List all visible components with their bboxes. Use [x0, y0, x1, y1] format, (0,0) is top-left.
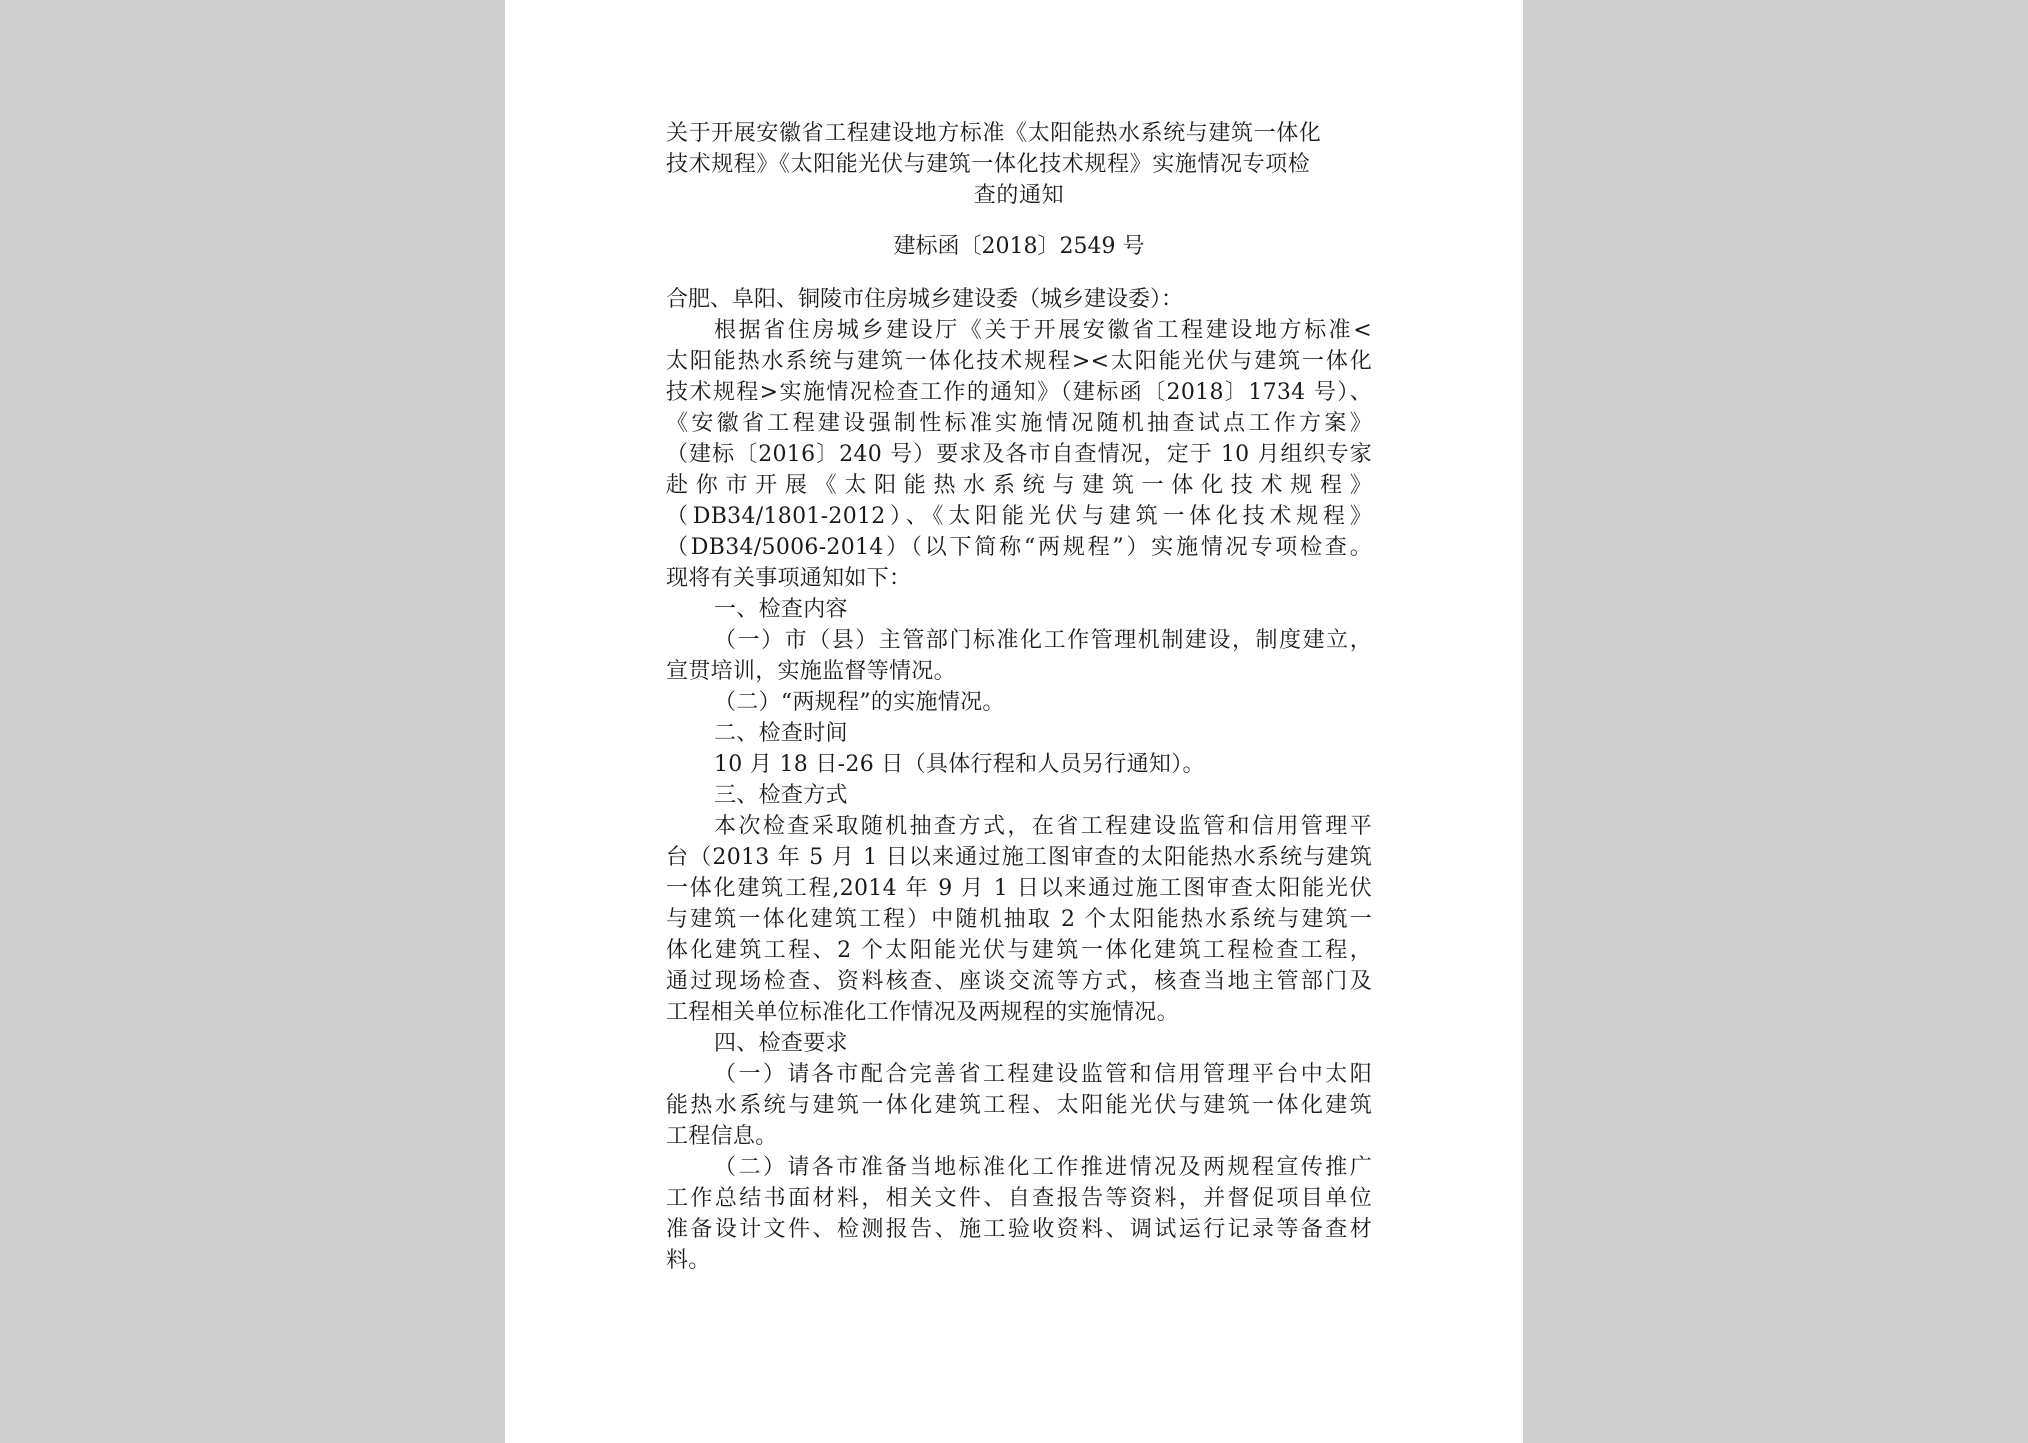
body-line: 二、检查时间: [714, 721, 848, 746]
body-line: 技术规程>实施情况检查工作的通知》（建标函〔2018〕1734 号）、: [666, 380, 1372, 405]
page-content: [666, 118, 1372, 1276]
addressee: 合肥、阜阳、铜陵市住房城乡建设委（城乡建设委）：: [666, 287, 1184, 312]
document-page: [505, 0, 1523, 1443]
body-line: 工程相关单位标准化工作情况及两规程的实施情况。: [666, 1000, 1179, 1025]
body-line: （一）请各市配合完善省工程建设监管和信用管理平台中太阳: [714, 1062, 1372, 1087]
body-line: （建标〔2016〕240 号）要求及各市自查情况，定于 10 月组织专家: [666, 442, 1372, 467]
title-line: 技术规程》《太阳能光伏与建筑一体化技术规程》实施情况专项检: [666, 152, 1311, 177]
body-line: 能热水系统与建筑一体化建筑工程、太阳能光伏与建筑一体化建筑: [666, 1093, 1372, 1118]
body-line: 准备设计文件、检测报告、施工验收资料、调试运行记录等备查材: [666, 1217, 1372, 1242]
body-line: 通过现场检查、资料核查、座谈交流等方式，核查当地主管部门及: [666, 969, 1372, 994]
body-line: 四、检查要求: [714, 1031, 848, 1056]
body-line: 现将有关事项通知如下：: [666, 566, 912, 591]
body-line: 根据省住房城乡建设厅《关于开展安徽省工程建设地方标准<: [714, 318, 1372, 343]
body-line: 一体化建筑工程,2014 年 9 月 1 日以来通过施工图审查太阳能光伏: [666, 876, 1372, 901]
body-line: 太阳能热水系统与建筑一体化技术规程><太阳能光伏与建筑一体化: [666, 349, 1372, 374]
document-title: [666, 118, 1372, 211]
title-line: 查的通知: [973, 183, 1065, 208]
body-line: 料。: [666, 1248, 711, 1273]
body-line: （DB34/1801-2012）、《太阳能光伏与建筑一体化技术规程》: [666, 504, 1372, 529]
title-line: 关于开展安徽省工程建设地方标准《太阳能热水系统与建筑一体化: [666, 121, 1322, 146]
body-line: （DB34/5006-2014）（以下简称“两规程”）实施情况专项检查。: [666, 535, 1372, 560]
body-line: 三、检查方式: [714, 783, 848, 808]
body-line: 一、检查内容: [714, 597, 848, 622]
body-line: 体化建筑工程、2 个太阳能光伏与建筑一体化建筑工程检查工程，: [666, 938, 1372, 963]
document-body: [666, 315, 1372, 1276]
body-line: 与建筑一体化建筑工程）中随机抽取 2 个太阳能热水系统与建筑一: [666, 907, 1372, 932]
body-line: 工程信息。: [666, 1124, 778, 1149]
document-number: 建标函〔2018〕2549 号: [893, 234, 1145, 259]
body-line: 《安徽省工程建设强制性标准实施情况随机抽查试点工作方案》: [666, 411, 1372, 436]
body-line: 赴你市开展《太阳能热水系统与建筑一体化技术规程》: [666, 473, 1372, 498]
body-line: （二）请各市准备当地标准化工作推进情况及两规程宣传推广: [714, 1155, 1372, 1180]
body-line: 10 月 18 日-26 日（具体行程和人员另行通知）。: [714, 752, 1205, 777]
body-line: （二）“两规程”的实施情况。: [714, 690, 1005, 715]
body-line: （一）市（县）主管部门标准化工作管理机制建设，制度建立，: [714, 628, 1372, 653]
body-line: 本次检查采取随机抽查方式，在省工程建设监管和信用管理平: [714, 814, 1372, 839]
body-line: 宣贯培训，实施监督等情况。: [666, 659, 956, 684]
body-line: 工作总结书面材料，相关文件、自查报告等资料，并督促项目单位: [666, 1186, 1372, 1211]
body-line: 台（2013 年 5 月 1 日以来通过施工图审查的太阳能热水系统与建筑: [666, 845, 1372, 870]
